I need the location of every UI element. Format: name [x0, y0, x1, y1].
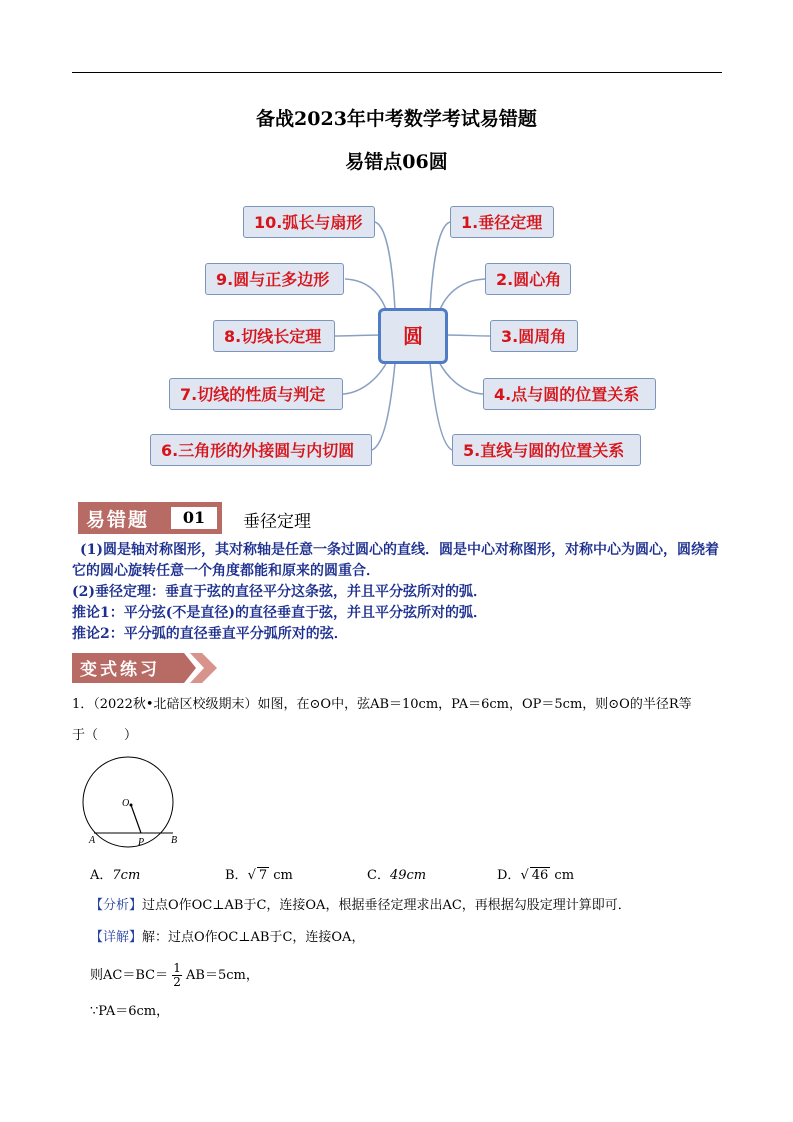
- option-b-prefix: B．: [225, 868, 248, 883]
- option-c-prefix: C．: [367, 868, 390, 883]
- note-paragraph-2: (2)垂径定理：垂直于弦的直径平分这条弦，并且平分弦所对的弧．: [72, 584, 487, 600]
- solution-line-4: ∵PA＝6cm，: [90, 1004, 170, 1019]
- option-d-prefix: D．: [497, 868, 521, 883]
- option-c-value: 49cm: [389, 868, 427, 883]
- node-arc-sector: 10.弧长与扇形: [243, 206, 375, 238]
- solution-line-3: [90, 962, 259, 989]
- label-a: A: [89, 835, 96, 846]
- link-right-3: [446, 335, 490, 336]
- node-line-circle: 5.直线与圆的位置关系: [452, 434, 641, 466]
- analysis-text: 过点O作OC⊥AB于C，连接OA，根据垂径定理求出AC，再根据勾股定理计算即可．: [142, 898, 631, 913]
- node-tangent-property: 7.切线的性质与判定: [169, 378, 343, 410]
- page-title: 备战2023年中考数学考试易错题: [256, 108, 537, 130]
- question-line-2: 于（ ）: [72, 728, 138, 743]
- option-a-prefix: A．: [90, 868, 113, 883]
- analysis-line: [90, 896, 631, 916]
- badge-number: 01: [171, 507, 217, 529]
- detail-text: 解：过点O作OC⊥AB于C，连接OA，: [142, 930, 365, 945]
- note-paragraph-1: (1)圆是轴对称图形，其对称轴是任意一条过圆心的直线．圆是中心对称图形，对称中心为圆心，圆绕着它的圆心旋转任意一个角度都能和原来的圆重合．: [72, 542, 719, 579]
- label-b: B: [171, 835, 178, 846]
- segment-op: [131, 805, 141, 833]
- node-perpendicular-diameter: 1.垂径定理: [450, 206, 554, 238]
- detail-line: [90, 928, 364, 948]
- question-line-1: 1．（2022秋•北碚区校级期末）如图，在⊙O中，弦AB＝10cm，PA＝6cm，OP＝5cm，则⊙O的半径R等: [72, 697, 692, 712]
- center-point: [130, 804, 133, 807]
- option-b-unit: cm: [273, 868, 293, 883]
- label-p: P: [138, 837, 145, 848]
- label-o: O: [122, 798, 130, 809]
- circle-figure: [82, 755, 192, 851]
- header-rule: [72, 72, 722, 73]
- practice-label: 变式练习: [80, 660, 160, 680]
- fraction-numerator: 1: [173, 961, 181, 975]
- node-tangent-length: 8.切线长定理: [213, 320, 335, 352]
- link-left-5: [372, 363, 395, 450]
- analysis-label: 【分析】: [90, 898, 143, 913]
- line3-suffix: AB＝5cm，: [186, 968, 259, 983]
- practice-banner: [72, 653, 222, 683]
- badge-label: 易错题: [86, 509, 150, 531]
- node-point-circle: 4.点与圆的位置关系: [483, 378, 656, 410]
- detail-label: 【详解】: [90, 930, 143, 945]
- option-a-value: 7cm: [112, 868, 141, 883]
- link-left-4: [343, 360, 388, 394]
- mind-map: [0, 195, 793, 475]
- section-badge: [78, 502, 222, 534]
- fraction-half: [172, 962, 182, 989]
- option-c[interactable]: [367, 864, 426, 883]
- node-regular-polygon: 9.圆与正多边形: [205, 263, 344, 295]
- node-inscribed-angle: 3.圆周角: [490, 320, 578, 352]
- page-subtitle: 易错点06圆: [345, 151, 448, 173]
- option-b[interactable]: B．√ 7 cm: [225, 868, 293, 883]
- note-paragraph-3: 推论1：平分弦(不是直径)的直径垂直于弦，并且平分弦所对的弧．: [72, 605, 487, 621]
- fraction-denominator: 2: [173, 975, 181, 989]
- section-title: 垂径定理: [243, 512, 311, 532]
- link-left-3: [335, 335, 380, 336]
- link-left-1: [375, 222, 395, 310]
- option-b-radicand: 7: [258, 868, 268, 883]
- note-paragraph-4: 推论2：平分弧的直径垂直平分弧所对的弦．: [72, 626, 348, 642]
- option-d[interactable]: D．√ 46 cm: [497, 868, 575, 883]
- line3-prefix: 则AC＝BC＝: [90, 968, 169, 983]
- node-central-angle: 2.圆心角: [485, 263, 571, 295]
- option-d-unit: cm: [554, 868, 575, 883]
- link-right-4: [438, 360, 483, 394]
- option-a[interactable]: [90, 864, 140, 883]
- node-circumcircle-incircle: 6.三角形的外接圆与内切圆: [150, 434, 372, 466]
- option-d-radicand: 46: [531, 868, 549, 883]
- mind-map-center: 圆: [378, 308, 448, 364]
